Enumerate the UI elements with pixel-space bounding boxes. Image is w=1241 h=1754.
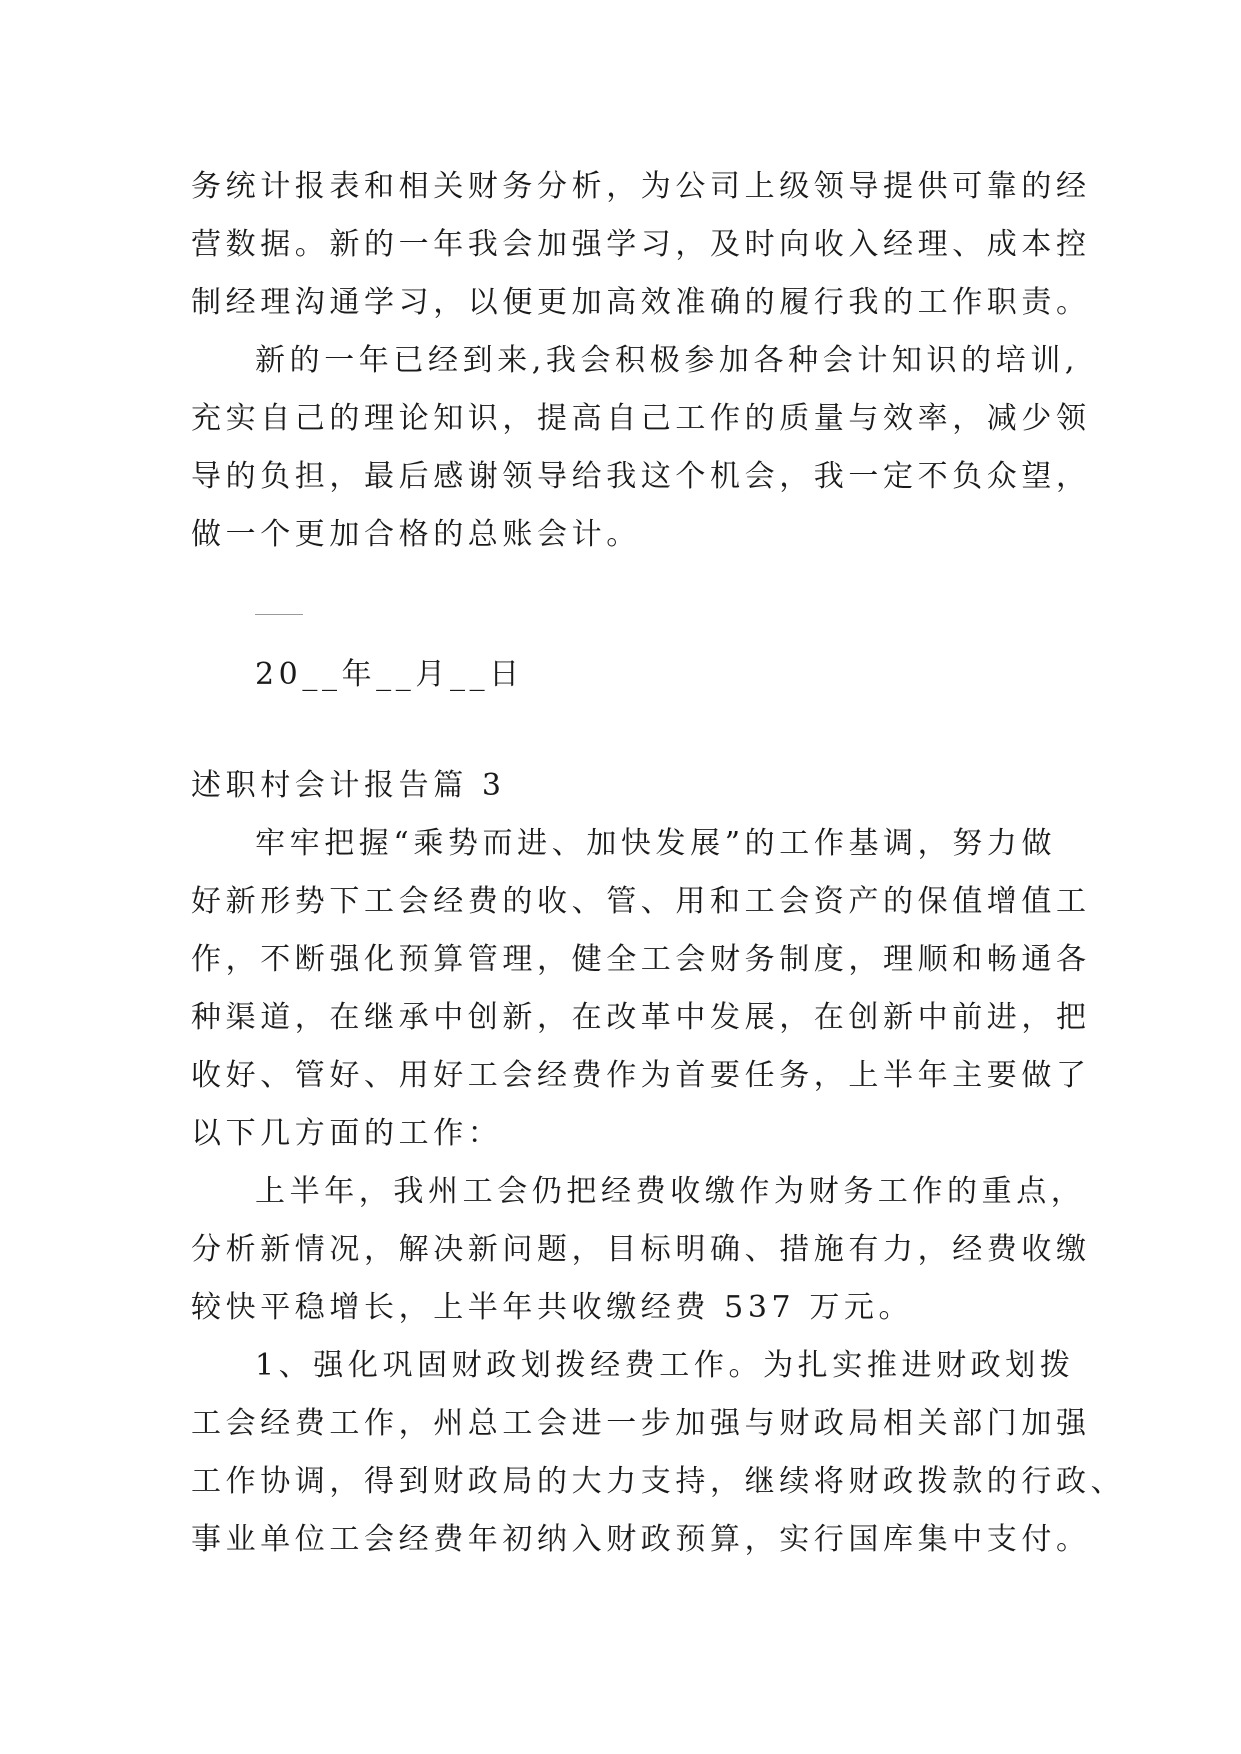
text-line: 做一个更加合格的总账会计。 [191,517,641,552]
paragraph-work-tone [191,815,1091,1163]
text-line: 作，不断强化预算管理，健全工会财务制度，理顺和畅通各 [191,942,1091,977]
section-title: 述职村会计报告篇 3 [191,768,506,803]
text-line: 种渠道，在继承中创新，在改革中发展，在创新中前进，把 [191,1000,1091,1035]
text-line: 工作协调，得到财政局的大力支持，继续将财政拨款的行政、 [191,1464,1126,1499]
text-line: 制经理沟通学习，以便更加高效准确的履行我的工作职责。 [191,285,1091,320]
text-line: 务统计报表和相关财务分析，为公司上级领导提供可靠的经 [191,169,1091,204]
paragraph-financial-reports [191,158,1091,332]
text-line: 收好、管好、用好工会经费作为首要任务，上半年主要做了 [191,1058,1091,1093]
text-line: 新的一年已经到来,我会积极参加各种会计知识的培训, [255,343,1080,378]
paragraph-first-half [191,1163,1091,1337]
text-line: 导的负担，最后感谢领导给我这个机会，我一定不负众望， [191,459,1091,494]
text-line: 工会经费工作，州总工会进一步加强与财政局相关部门加强 [191,1406,1091,1441]
text-line: 充实自己的理论知识，提高自己工作的质量与效率，减少领 [191,401,1091,436]
text-line: 好新形势下工会经费的收、管、用和工会资产的保值增值工 [191,884,1091,919]
text-line: 分析新情况，解决新问题，目标明确、措施有力，经费收缴 [191,1232,1091,1267]
text-line: 牢牢把握“乘势而进、加快发展”的工作基调，努力做 [255,826,1057,861]
paragraph-new-year [191,332,1091,564]
text-line: 较快平稳增长，上半年共收缴经费 537 万元。 [191,1290,914,1325]
text-line: 营数据。新的一年我会加强学习，及时向收入经理、成本控 [191,227,1091,262]
date-line: 20__年__月__日 [255,657,524,692]
document-page [191,158,1126,1569]
text-line: 1、强化巩固财政划拨经费工作。为扎实推进财政划拨 [255,1348,1075,1383]
text-line: 事业单位工会经费年初纳入财政预算，实行国库集中支付。 [191,1522,1091,1557]
text-line: 以下几方面的工作： [191,1116,503,1151]
paragraph-item-1 [191,1337,1126,1569]
text-line: 上半年，我州工会仍把经费收缴作为财务工作的重点， [255,1174,1086,1209]
